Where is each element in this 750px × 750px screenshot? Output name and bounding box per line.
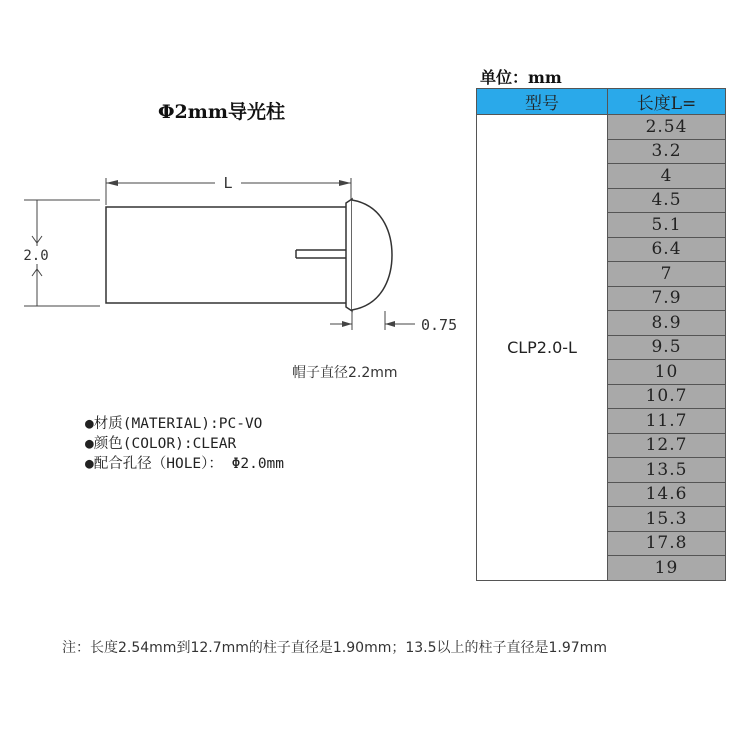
- page-title: Φ2mm导光柱: [158, 101, 285, 123]
- cap-flange: [346, 199, 352, 311]
- length-label: L: [223, 174, 233, 192]
- spec-color: ●颜色(COLOR):CLEAR: [85, 436, 237, 452]
- length-cell: 6.4: [608, 237, 726, 262]
- length-cell: 15.3: [608, 507, 726, 532]
- length-cell: 17.8: [608, 531, 726, 556]
- pipe-body: [106, 207, 348, 303]
- length-cell: 4.5: [608, 188, 726, 213]
- length-cell: 14.6: [608, 482, 726, 507]
- spec-material: ●材质(MATERIAL):PC-VO: [85, 416, 263, 432]
- footnote: 注：长度2.54mm到12.7mm的柱子直径是1.90mm；13.5以上的柱子直径是1.97mm: [62, 640, 607, 656]
- spec-list: [85, 414, 284, 474]
- spec-hole: ●配合孔径（HOLE）： Φ2.0mm: [85, 456, 285, 472]
- cap-dimension-arrow: [385, 321, 395, 327]
- model-cell: CLP2.0-L: [477, 115, 608, 581]
- length-cell: 12.7: [608, 433, 726, 458]
- length-cell: 2.54: [608, 115, 726, 140]
- cap-dome: [352, 200, 392, 310]
- cap-height-label: 0.75: [421, 316, 458, 334]
- length-cell: 13.5: [608, 458, 726, 483]
- cap-diameter-caption: 帽子直径2.2mm: [292, 365, 398, 381]
- length-cell: 5.1: [608, 213, 726, 238]
- units-label: 单位：mm: [480, 68, 562, 87]
- arrow-right: [339, 180, 351, 186]
- length-table: [476, 88, 726, 581]
- length-cell: 8.9: [608, 311, 726, 336]
- table-row: [477, 115, 726, 140]
- length-cell: 19: [608, 556, 726, 581]
- height-label: 2.0: [23, 248, 49, 264]
- length-cell: 3.2: [608, 139, 726, 164]
- length-cell: 7.9: [608, 286, 726, 311]
- length-cell: 10: [608, 360, 726, 385]
- header-model: 型号: [477, 89, 608, 115]
- length-cell: 11.7: [608, 409, 726, 434]
- length-cell: 10.7: [608, 384, 726, 409]
- header-length: 长度L=: [608, 89, 726, 115]
- arrow-left: [106, 180, 118, 186]
- length-cell: 9.5: [608, 335, 726, 360]
- light-pipe-drawing: [0, 0, 480, 400]
- length-cell: 4: [608, 164, 726, 189]
- length-cell: 7: [608, 262, 726, 287]
